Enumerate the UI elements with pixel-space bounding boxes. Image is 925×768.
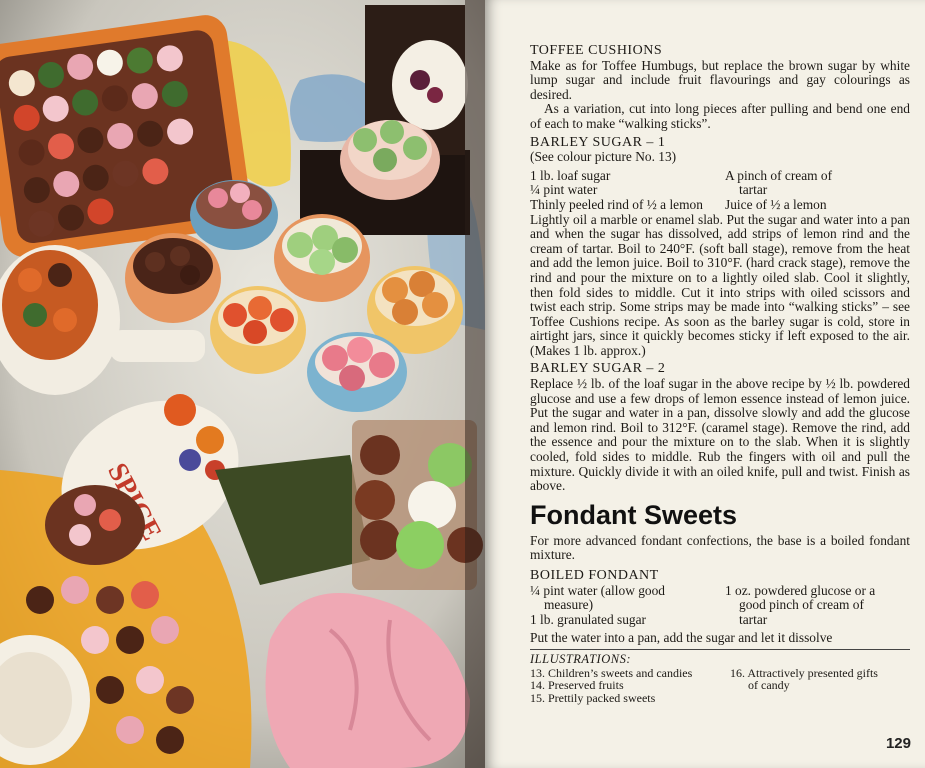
boiled-fondant-heading: BOILED FONDANT: [530, 568, 659, 583]
ingredient: Thinly peeled rind of ½ a lemon: [530, 196, 703, 212]
ingredient: tartar: [739, 182, 768, 198]
ingredient: good pinch of cream of: [739, 597, 864, 613]
barley-sugar-1-method: Lightly oil a marble or enamel slab. Put the sugar and water into a pan and when the sugar has dissolved, add strips of lemon rind and the cream of tartar. Boil to 240°F. (soft ball stage), remove from the heat and add the lemon juice. Boil to 310°F. (hard crack stage), remove the rind and pour the mixture on to a lightly oiled slab. Cool it slightly, then fold sides to middle. Cut it into strips with oiled scissors and twist each strip. Some strips may be made into “walking sticks” – see Toffee Cushions recipe. As soon as the barley sugar is cold, store in airtight jars, since it quickly becomes sticky if left exposed to the air. (Makes 1 lb. approx.): [530, 211, 910, 358]
ingredient: Juice of ½ a lemon: [725, 196, 827, 212]
divider: [530, 649, 910, 650]
page-number: 129: [885, 735, 911, 752]
illustrations-heading: ILLUSTRATIONS:: [530, 651, 631, 666]
ingredient: 1 lb. granulated sugar: [530, 611, 647, 627]
fondant-sweets-title: Fondant Sweets: [530, 499, 738, 530]
ingredient: ¼ pint water (allow good: [530, 582, 665, 598]
boiled-fondant-ingredients: [530, 584, 910, 628]
illustration-item: 15. Prettily packed sweets: [530, 690, 656, 705]
fondant-intro: For more advanced fondant confections, the base is a boiled fondant mixture.: [530, 532, 910, 563]
right-page-text: [485, 0, 925, 768]
barley-sugar-2-method: Replace ½ lb. of the loaf sugar in the above recipe by ½ lb. powdered glucose and use a few drops of lemon essence instead of lemon juice. Put the sugar and water in a pan, dissolve slowly and add the glucose and lemon rind. Boil to 312°F. (caramel stage). Remove the rind, add the essence and pour the mixture on to the slab. When it is slightly cooled, fold sides to middle. Rub the fingers with oil and pull the mixture. Quickly divide it with an oiled knife, pull and twist. Finish as above.: [530, 376, 910, 494]
ingredient: tartar: [739, 611, 768, 627]
ingredient: A pinch of cream of: [725, 167, 833, 183]
boiled-fondant-method: Put the water into a pan, add the sugar and let it dissolve: [530, 630, 833, 646]
toffee-cushions-heading: TOFFEE CUSHIONS: [530, 43, 663, 58]
ingredient: 1 oz. powdered glucose or a: [725, 582, 876, 598]
illustration-item: 16. Attractively presented gifts: [730, 665, 878, 680]
ingredient: measure): [544, 597, 594, 613]
illustration-item: 14. Preserved fruits: [530, 678, 624, 693]
barley-sugar-2-heading: BARLEY SUGAR – 2: [530, 361, 666, 377]
toffee-cushions-variation: As a variation, cut into long pieces after pulling and bend one end of each to make “walking sticks”.: [530, 101, 910, 131]
ingredient: 1 lb. loaf sugar: [530, 167, 611, 183]
barley-sugar-1-ingredients: [530, 169, 910, 213]
illustrations-list: [530, 667, 910, 705]
barley-sugar-1-subheading: (See colour picture No. 13): [530, 149, 677, 165]
illustration-item: 13. Children’s sweets and candies: [530, 665, 693, 680]
toffee-cushions-text: Make as for Toffee Humbugs, but replace the brown sugar by white lump sugar and include fruit flavourings and gay colourings as desired.: [530, 57, 910, 102]
illustration-item: of candy: [748, 678, 790, 693]
barley-sugar-1-heading: BARLEY SUGAR – 1: [530, 134, 666, 150]
ingredient: ¼ pint water: [530, 182, 598, 198]
